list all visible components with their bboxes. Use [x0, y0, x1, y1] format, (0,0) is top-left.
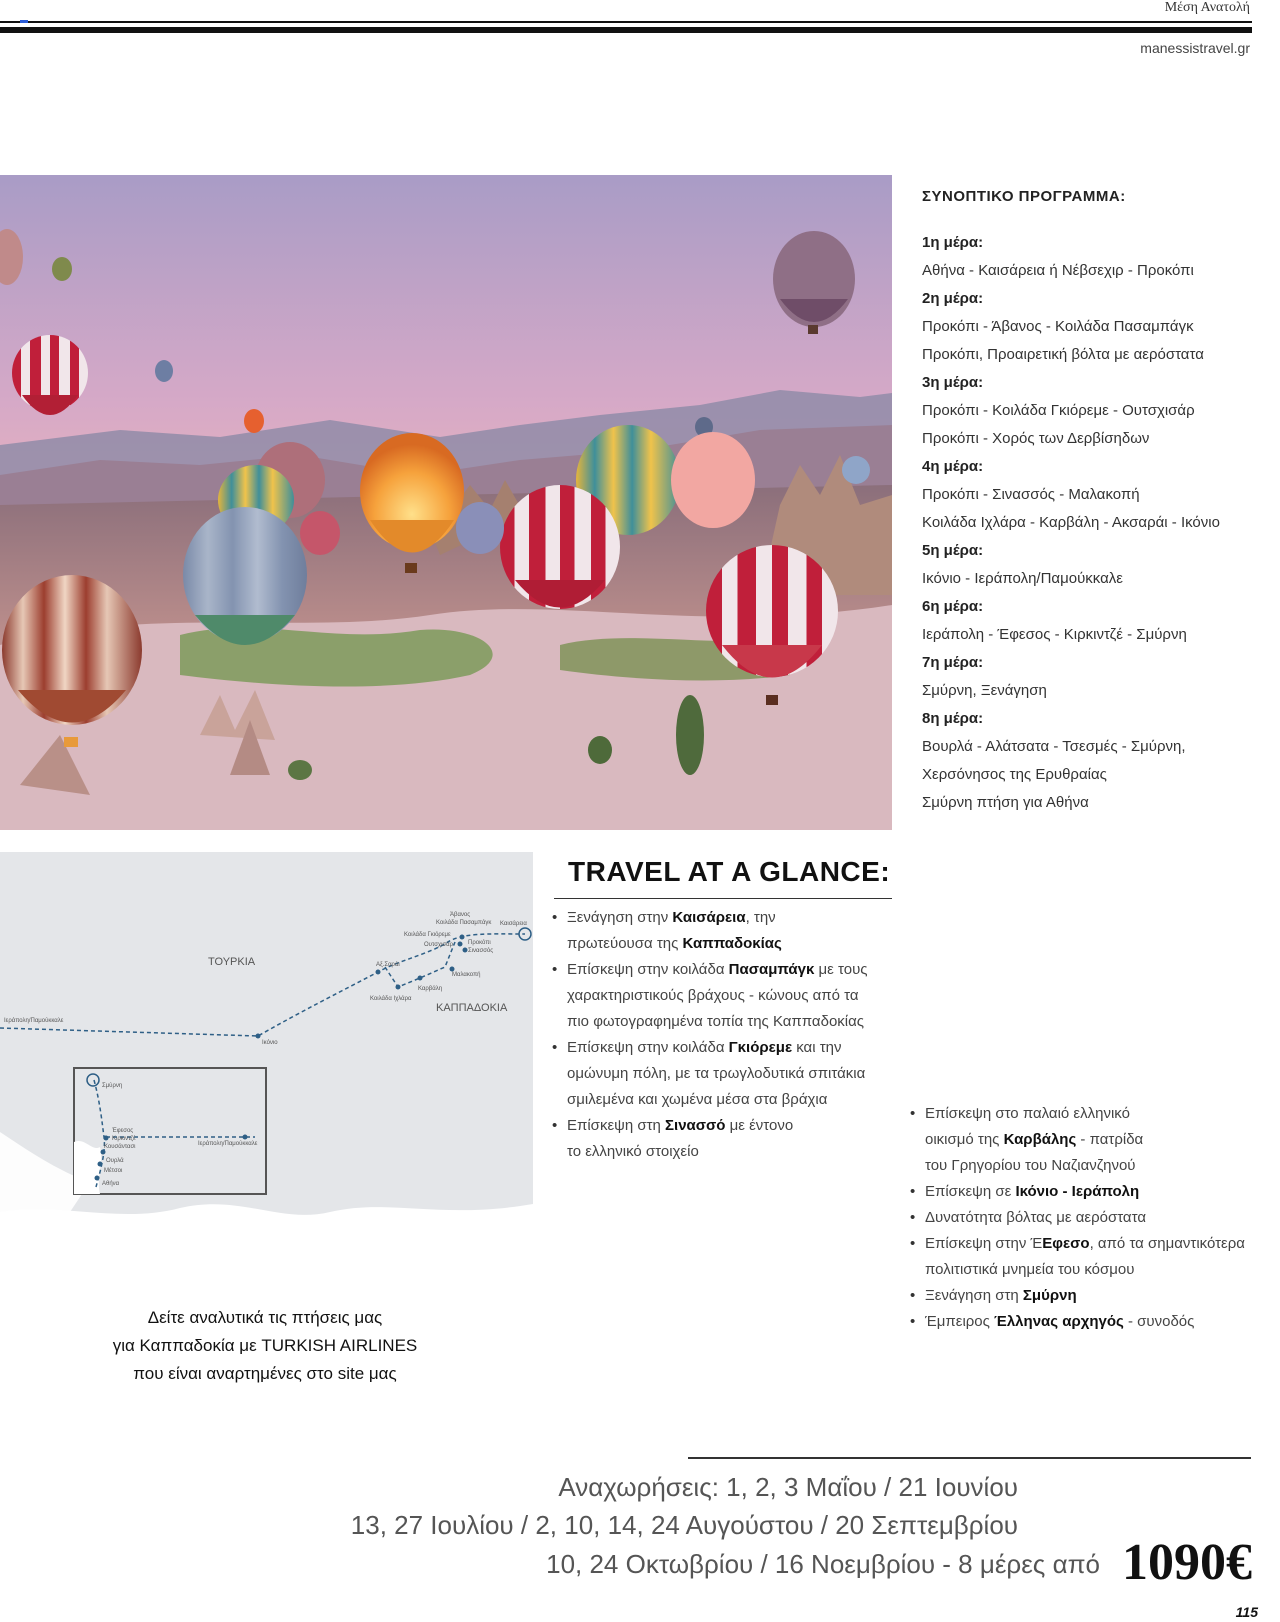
route-map-svg: [0, 852, 533, 1250]
itinerary-day-label: 6η μέρα:: [922, 598, 984, 615]
flights-caption-line: για Καππαδοκία με TURKISH AIRLINES: [112, 1336, 418, 1355]
glance-item: • Επίσκεψη στο παλαιό ελληνικό οικισμό της Καρβάλης - πατρίδα του Γρηγορίου του Ναζιανζηνού: [908, 1101, 1248, 1179]
bullet-icon: •: [910, 1105, 916, 1122]
flights-caption-line: Δείτε αναλυτικά τις πτήσεις μας: [147, 1308, 383, 1327]
map-place-ourla: Ουρλά: [106, 1158, 124, 1164]
bullet-icon: •: [910, 1235, 916, 1252]
itinerary-summary: [922, 183, 1262, 817]
map-place-efesos: Έφεσος: [112, 1128, 134, 1134]
glance-item: • Επίσκεψη στην κοιλάδα Γκιόρεμε και την ομώνυμη πόλη, με τα τρωγλοδυτικά σπιτάκια σμιλεμένα και χωμένα μέσα στα βράχια: [550, 1035, 895, 1113]
itinerary-day-line: Χερσόνησος της Ερυθραίας: [922, 766, 1107, 783]
flights-caption: [80, 1304, 450, 1388]
bullet-icon: •: [552, 1117, 558, 1134]
glance-item: • Επίσκεψη στην ΈΕφεσο, από τα σημαντικότερα πολιτιστικά μνημεία του κόσμου: [908, 1231, 1248, 1283]
itinerary-day-line: Ικόνιο - Ιεράπολη/Παμούκκαλε: [922, 570, 1123, 587]
map-place-malakopi: Μαλακοπή: [452, 972, 481, 978]
glance-item: • Έμπειρος Έλληνας αρχηγός - συνοδός: [908, 1309, 1248, 1335]
itinerary-day-label: 3η μέρα:: [922, 374, 984, 391]
map-place-ierapoli-inset: Ιεράπολη/Παμούκκαλε: [198, 1141, 258, 1147]
itinerary-day-line: Προκόπι - Άβανος - Κοιλάδα Πασαμπάγκ: [922, 318, 1194, 335]
itinerary-day-line: Σμύρνη, Ξενάγηση: [922, 682, 1047, 699]
itinerary-day-label: 5η μέρα:: [922, 542, 984, 559]
itinerary-day-line: Βουρλά - Αλάτσατα - Τσεσμές - Σμύρνη,: [922, 738, 1186, 755]
section-title: Μέση Ανατολή: [1164, 0, 1250, 15]
itinerary-day-line: Σμύρνη πτήση για Αθήνα: [922, 794, 1089, 811]
map-place-kayseri: Καισάρεια: [500, 921, 527, 927]
itinerary-day-line: Αθήνα - Καισάρεια ή Νέβσεχιρ - Προκόπι: [922, 262, 1194, 279]
itinerary-day-line: Προκόπι - Χορός των Δερβίσηδων: [922, 430, 1150, 447]
flights-caption-line: που είναι αναρτημένες στο site μας: [133, 1364, 397, 1383]
header-rule-thin: [0, 21, 1252, 23]
map-place-avanos: Άβανος: [450, 912, 471, 918]
itinerary-day-line: Ιεράπολη - Έφεσος - Κιρκιντζέ - Σμύρνη: [922, 626, 1187, 643]
map-label-country: ΤΟΥΡΚΙΑ: [208, 956, 256, 968]
departures-divider: [688, 1457, 1251, 1459]
map-place-prokopi: Προκόπι: [468, 940, 491, 946]
bullet-icon: •: [910, 1313, 916, 1330]
map-place-ihlara: Κοιλάδα Ιχλάρα: [370, 996, 412, 1002]
map-place-pasabag: Κοιλάδα Πασαμπάγκ: [436, 920, 492, 926]
bullet-icon: •: [552, 909, 558, 926]
itinerary-day-label: 8η μέρα:: [922, 710, 984, 727]
glance-list-right: [908, 1101, 1248, 1335]
header-accent: [20, 20, 28, 23]
map-place-smyrni: Σμύρνη: [102, 1083, 123, 1089]
map-place-uchisar: Ουτσχισάρ: [424, 942, 454, 948]
itinerary-day-label: 4η μέρα:: [922, 458, 984, 475]
map-place-sinassos: Σινασσός: [468, 948, 494, 954]
itinerary-day-line: Προκόπι, Προαιρετική βόλτα με αερόστατα: [922, 346, 1204, 363]
price: 1090€: [1122, 1534, 1252, 1591]
glance-item: • Ξενάγηση στην Καισάρεια, την πρωτεύουσα της Καππαδοκίας: [550, 905, 895, 957]
itinerary-day-label: 2η μέρα:: [922, 290, 984, 307]
glance-item: • Επίσκεψη σε Ικόνιο - Ιεράπολη: [908, 1179, 1248, 1205]
map-label-region: ΚΑΠΠΑΔΟΚΙΑ: [436, 1002, 508, 1014]
itinerary-days: [922, 229, 1262, 817]
glance-item: • Επίσκεψη στη Σινασσό με έντονο το ελληνικό στοιχείο: [550, 1113, 895, 1165]
departures-line-2: 13, 27 Ιουλίου / 2, 10, 14, 24 Αυγούστου / 20 Σεπτεμβρίου: [350, 1510, 1018, 1540]
bullet-icon: •: [910, 1209, 916, 1226]
bullet-icon: •: [910, 1183, 916, 1200]
map-place-athina: Αθήνα: [102, 1181, 120, 1187]
bullet-icon: •: [910, 1287, 916, 1304]
itinerary-day-line: Προκόπι - Σινασσός - Μαλακοπή: [922, 486, 1140, 503]
itinerary-day-label: 7η μέρα:: [922, 654, 984, 671]
glance-list-left: [550, 905, 895, 1165]
map-place-ikonio: Ικόνιο: [262, 1040, 278, 1046]
departures-line-1: Αναχωρήσεις: 1, 2, 3 Μαΐου / 21 Ιουνίου: [558, 1472, 1018, 1502]
itinerary-day-label: 1η μέρα:: [922, 234, 984, 251]
itinerary-title: ΣΥΝΟΠΤΙΚΟ ΠΡΟΓΡΑΜΜΑ:: [922, 188, 1126, 205]
map-place-goreme: Κοιλάδα Γκιόρεμε: [404, 932, 451, 938]
map-place-karvali: Καρβάλη: [418, 986, 443, 992]
hero-balloons-photo: [0, 175, 892, 830]
glance-divider: [554, 898, 892, 899]
map-place-kousadasi: Κουσάντασι: [104, 1144, 136, 1150]
header-rule-thick: [0, 27, 1252, 33]
departures-line-3: 10, 24 Οκτωβρίου / 16 Νοεμβρίου - 8 μέρες από: [546, 1549, 1100, 1579]
glance-item: • Ξενάγηση στη Σμύρνη: [908, 1283, 1248, 1309]
site-url[interactable]: manessistravel.gr: [1140, 40, 1250, 56]
map-place-kirkintze: Κιρκιντζέ: [112, 1136, 136, 1142]
route-map: [0, 852, 533, 1250]
glance-item: • Επίσκεψη στην κοιλάδα Πασαμπάγκ με τους χαρακτηριστικούς βράχους - κώνους από τα πιο φωτογραφημένα τοπία της Καππαδοκίας: [550, 957, 895, 1035]
glance-title: TRAVEL AT A GLANCE:: [568, 856, 891, 887]
map-place-alatsata: Μέτσοι: [104, 1168, 123, 1174]
balloons-illustration: [0, 175, 892, 830]
itinerary-day-line: Κοιλάδα Ιχλάρα - Καρβάλη - Ακσαράι - Ικόνιο: [922, 514, 1220, 531]
itinerary-day-line: Προκόπι - Κοιλάδα Γκιόρεμε - Ουτσχισάρ: [922, 402, 1195, 419]
map-place-agsaray: Αξ.Σαράι: [376, 962, 400, 968]
glance-item: • Δυνατότητα βόλτας με αερόστατα: [908, 1205, 1248, 1231]
bullet-icon: •: [552, 961, 558, 978]
map-place-ierapoli: Ιεράπολη/Παμούκκαλε: [4, 1018, 64, 1024]
page-number: 115: [1235, 1604, 1258, 1620]
bullet-icon: •: [552, 1039, 558, 1056]
